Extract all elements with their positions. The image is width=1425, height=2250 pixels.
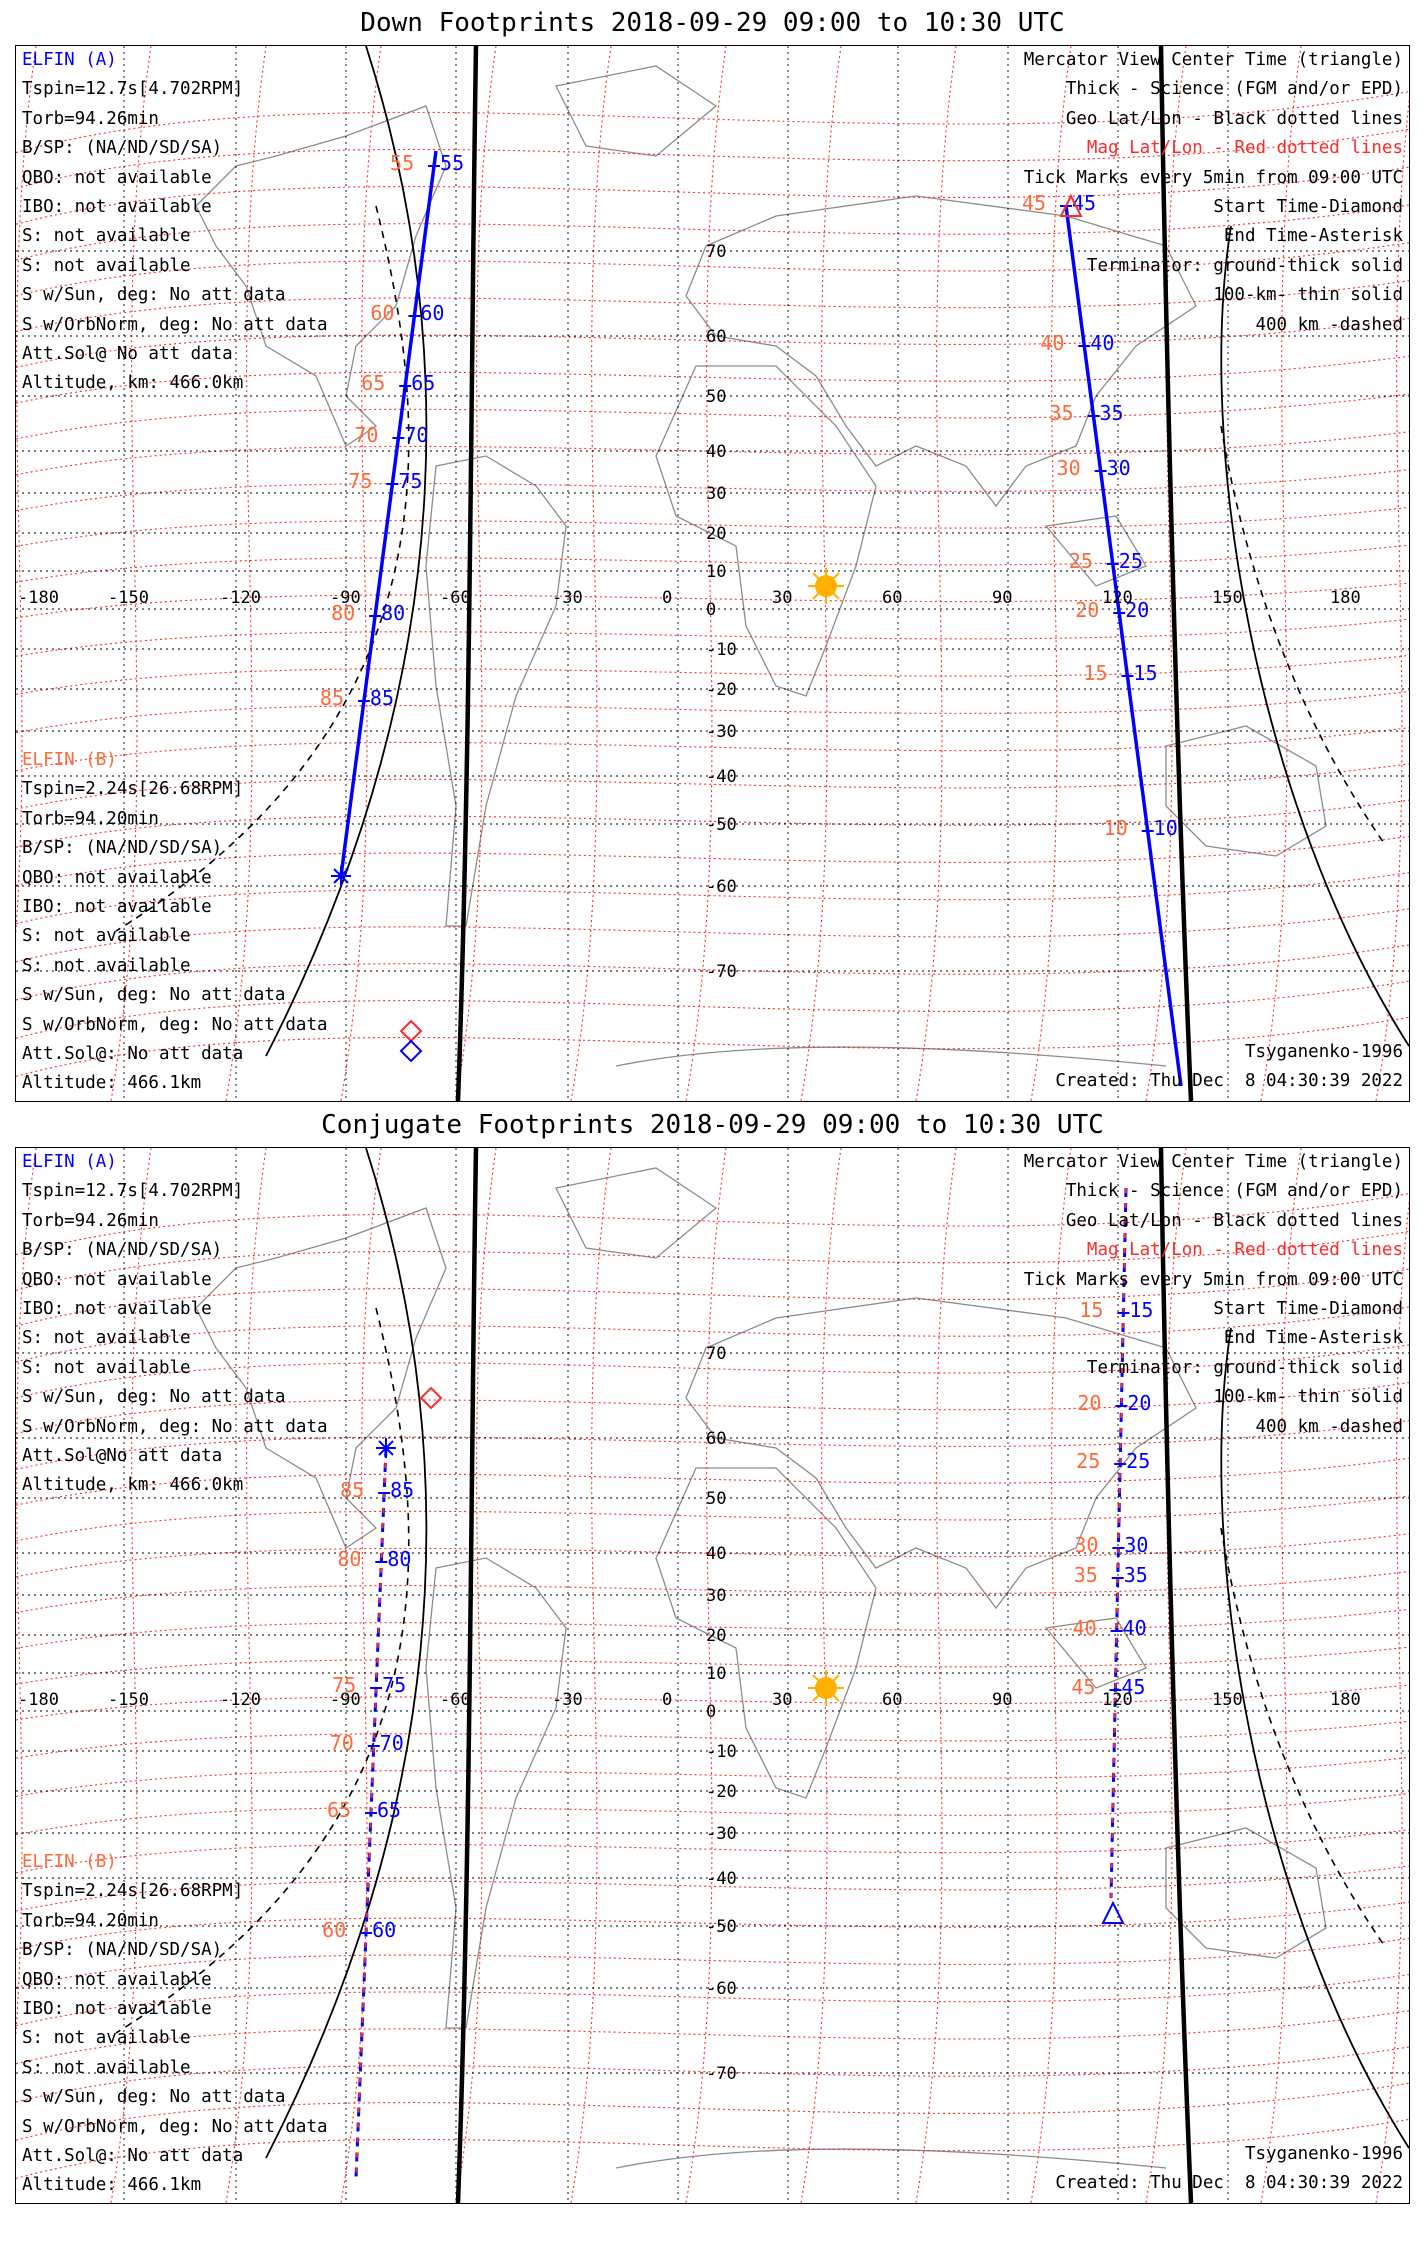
elfin-a-info-line: Tspin=12.7s[4.702RPM] bbox=[22, 79, 244, 100]
elfin-a-info-line: S: not available bbox=[22, 1328, 191, 1349]
legend-line: Mag Lat/Lon - Red dotted lines bbox=[1086, 138, 1403, 159]
lat-tick-label: 60 bbox=[706, 327, 727, 347]
track-tick-label-red: 85 bbox=[340, 1478, 365, 1502]
track-tick-label-blue: 40 bbox=[1090, 331, 1115, 355]
elfin-b-info-line: Torb=94.20min bbox=[22, 808, 159, 829]
elfin-b-name: ELFIN (B) bbox=[22, 1852, 117, 1872]
track-tick-label-red: 85 bbox=[319, 686, 345, 710]
lat-tick-label: -40 bbox=[706, 1869, 737, 1889]
track-tick-label-red: 80 bbox=[337, 1547, 362, 1571]
terminator-west-ground bbox=[458, 1148, 476, 2203]
panel-title-down: Down Footprints 2018-09-29 09:00 to 10:30 UTC bbox=[360, 8, 1065, 38]
legend-line: 100-km- thin solid bbox=[1213, 285, 1403, 306]
lon-tick-label: -120 bbox=[220, 588, 261, 608]
elfin-b-name: ELFIN (B) bbox=[22, 750, 117, 770]
legend-line: Tick Marks every 5min from 09:00 UTC bbox=[1023, 1269, 1403, 1290]
elfin-a-info-line: S: not available bbox=[22, 1357, 191, 1378]
lat-tick-label: 40 bbox=[706, 1544, 727, 1564]
lon-tick-label: -150 bbox=[108, 1690, 149, 1710]
track-tick-label-red: 65 bbox=[361, 371, 386, 395]
track-tick-label-blue: 80 bbox=[381, 601, 406, 625]
track-tick-label-red: 15 bbox=[1079, 1298, 1104, 1322]
track-tick-label-blue: 20 bbox=[1125, 598, 1150, 622]
elfin-b-info-line: QBO: not available bbox=[22, 1969, 212, 1990]
elfin-a-info-line: Altitude, km: 466.0km bbox=[22, 1475, 244, 1496]
legend-line: 400 km -dashed bbox=[1255, 1416, 1403, 1437]
created-label: Created: Thu Dec 8 04:30:39 2022 bbox=[1055, 2173, 1403, 2193]
elfin-b-info-line: Att.Sol@: No att data bbox=[22, 1044, 244, 1065]
elfin-a-info-line: Torb=94.26min bbox=[22, 108, 159, 129]
elfin-b-info-line: Torb=94.20min bbox=[22, 1910, 159, 1931]
lon-tick-label: 30 bbox=[772, 588, 793, 608]
lat-tick-label: 10 bbox=[706, 562, 727, 582]
legend-line: End Time-Asterisk bbox=[1223, 226, 1403, 247]
legend-line: Thick - Science (FGM and/or EPD) bbox=[1065, 79, 1403, 100]
elfin-b-info-line: Altitude: 466.1km bbox=[22, 2175, 202, 2196]
lon-tick-label: 180 bbox=[1330, 588, 1361, 608]
coastline-antarctica bbox=[616, 2149, 1166, 2168]
mag-meridian bbox=[801, 46, 841, 1101]
coastline bbox=[426, 456, 566, 926]
lat-tick-label: -10 bbox=[706, 1742, 737, 1762]
mag-meridian bbox=[341, 46, 381, 1101]
elfin-a-info-line: Tspin=12.7s[4.702RPM] bbox=[22, 1181, 244, 1202]
start-diamond-a bbox=[401, 1041, 421, 1061]
track-tick-label-red: 60 bbox=[370, 301, 395, 325]
track-tick-label-red: 30 bbox=[1056, 456, 1081, 480]
elfin-a-info-line: S: not available bbox=[22, 226, 191, 247]
elfin-b-info-line: S: not available bbox=[22, 955, 191, 976]
lat-tick-label: 50 bbox=[706, 387, 727, 407]
legend-line: Mercator View Center Time (triangle) bbox=[1023, 1152, 1403, 1172]
legend-block bbox=[1024, 1148, 1403, 1442]
legend-line: Terminator: ground-thick solid bbox=[1086, 1357, 1403, 1378]
elfin-a-info-line: Att.Sol@No att data bbox=[22, 1446, 223, 1467]
elfin-a-info-line: S w/OrbNorm, deg: No att data bbox=[22, 314, 328, 335]
lat-tick-label: -60 bbox=[706, 877, 737, 897]
lat-tick-label: 20 bbox=[706, 1626, 727, 1646]
track-tick-label-blue: 25 bbox=[1118, 549, 1143, 573]
elfin-a-info-line: B/SP: (NA/ND/SD/SA) bbox=[22, 1240, 223, 1261]
track-tick-label-blue: 85 bbox=[390, 1478, 415, 1502]
legend-line: Terminator: ground-thick solid bbox=[1086, 255, 1403, 276]
elfin-b-info-line: S w/OrbNorm, deg: No att data bbox=[22, 1014, 328, 1035]
lon-tick-label: 0 bbox=[662, 588, 673, 608]
lon-tick-label: 60 bbox=[882, 1690, 903, 1710]
elfin-b-info bbox=[22, 746, 328, 1099]
terminator-east-400km bbox=[1221, 1528, 1386, 1948]
elfin-a-info-line: IBO: not available bbox=[22, 1299, 212, 1320]
track-tick-label-blue: 40 bbox=[1122, 1616, 1147, 1640]
mag-meridian bbox=[916, 1148, 956, 2203]
track-tick-label-red: 60 bbox=[322, 1918, 347, 1942]
elfin-b-info-line: S w/Sun, deg: No att data bbox=[22, 2087, 286, 2108]
track-tick-label-red: 65 bbox=[327, 1798, 352, 1822]
elfin-b-info-line: S: not available bbox=[22, 2028, 191, 2049]
lon-tick-label: 90 bbox=[992, 1690, 1013, 1710]
lon-tick-label: 180 bbox=[1330, 1690, 1361, 1710]
mag-meridian bbox=[571, 1148, 611, 2203]
model-label: Tsyganenko-1996 bbox=[1244, 1042, 1403, 1062]
elfin-a-name: ELFIN (A) bbox=[22, 50, 117, 70]
sun-icon bbox=[808, 568, 844, 604]
lon-tick-label: 120 bbox=[1102, 1690, 1133, 1710]
terminator-east-100km bbox=[1221, 1328, 1409, 2148]
lat-tick-label: -10 bbox=[706, 640, 737, 660]
track-tick-label-red: 25 bbox=[1068, 549, 1093, 573]
lon-tick-label: 120 bbox=[1102, 588, 1133, 608]
track-tick-label-red: 10 bbox=[1103, 816, 1128, 840]
lon-tick-label: -180 bbox=[18, 588, 59, 608]
track-tick-label-red: 20 bbox=[1075, 598, 1100, 622]
lat-tick-label: -70 bbox=[706, 2064, 737, 2084]
lon-tick-label: 60 bbox=[882, 588, 903, 608]
track-tick-label-blue: 45 bbox=[1121, 1675, 1146, 1699]
elfin-b-info-line: Tspin=2.24s[26.68RPM] bbox=[22, 779, 244, 800]
elfin-a-info-line: S: not available bbox=[22, 255, 191, 276]
track-tick-label-red: 75 bbox=[332, 1673, 357, 1697]
elfin-a-info-line: B/SP: (NA/ND/SD/SA) bbox=[22, 138, 223, 159]
sun-icon bbox=[808, 1670, 844, 1706]
legend-line: Tick Marks every 5min from 09:00 UTC bbox=[1023, 167, 1403, 188]
track-tick-label-blue: 55 bbox=[440, 151, 465, 175]
track-tick-label-blue: 65 bbox=[411, 371, 436, 395]
lon-tick-label: 150 bbox=[1212, 588, 1243, 608]
lat-tick-label: 20 bbox=[706, 524, 727, 544]
lon-tick-label: -60 bbox=[440, 588, 471, 608]
lat-tick-label: -50 bbox=[706, 1917, 737, 1937]
elfin-b-info-line: S: not available bbox=[22, 2057, 191, 2078]
elfin-b-info-line: S: not available bbox=[22, 926, 191, 947]
lat-tick-label: 0 bbox=[706, 600, 717, 620]
map-panel-conjugate bbox=[15, 1147, 1410, 2204]
lat-tick-label: 50 bbox=[706, 1489, 727, 1509]
track-tick-label-red: 20 bbox=[1077, 1391, 1102, 1415]
track-tick-label-red: 15 bbox=[1083, 661, 1108, 685]
legend-line: Start Time-Diamond bbox=[1213, 1299, 1403, 1320]
track-tick-label-blue: 60 bbox=[420, 301, 445, 325]
track-tick-label-red: 30 bbox=[1074, 1533, 1099, 1557]
created-label: Created: Thu Dec 8 04:30:39 2022 bbox=[1055, 1071, 1403, 1091]
legend-line: Thick - Science (FGM and/or EPD) bbox=[1065, 1181, 1403, 1202]
lon-tick-label: 30 bbox=[772, 1690, 793, 1710]
track-tick-label-red: 80 bbox=[331, 601, 356, 625]
center-triangle-a bbox=[1103, 1903, 1123, 1923]
lat-tick-label: 70 bbox=[706, 242, 727, 262]
legend-line: Geo Lat/Lon - Black dotted lines bbox=[1065, 1210, 1403, 1231]
track-tick-label-blue: 70 bbox=[404, 423, 429, 447]
terminator-east-400km bbox=[1221, 426, 1386, 846]
lon-tick-label: -120 bbox=[220, 1690, 261, 1710]
track-tick-label-blue: 10 bbox=[1153, 816, 1178, 840]
panel-title-conjugate: Conjugate Footprints 2018-09-29 09:00 to 10:30 UTC bbox=[321, 1110, 1104, 1140]
mag-meridian bbox=[801, 1148, 841, 2203]
legend-line: 100-km- thin solid bbox=[1213, 1387, 1403, 1408]
track-tick-label-red: 35 bbox=[1073, 1563, 1098, 1587]
mag-meridian bbox=[916, 46, 956, 1101]
elfin-b-info-line: B/SP: (NA/ND/SD/SA) bbox=[22, 1940, 223, 1961]
track-tick-label-blue: 30 bbox=[1106, 456, 1131, 480]
lat-tick-label: -70 bbox=[706, 962, 737, 982]
track-tick-label-blue: 20 bbox=[1127, 1391, 1152, 1415]
elfin-a-info-line: S w/OrbNorm, deg: No att data bbox=[22, 1416, 328, 1437]
track-tick-label-blue: 25 bbox=[1126, 1449, 1151, 1473]
legend-line: End Time-Asterisk bbox=[1223, 1328, 1403, 1349]
elfin-b-info-line: QBO: not available bbox=[22, 867, 212, 888]
lon-tick-label: -30 bbox=[552, 588, 583, 608]
legend-block bbox=[1024, 46, 1403, 340]
track-tick-label-blue: 15 bbox=[1129, 1298, 1154, 1322]
legend-line: Geo Lat/Lon - Black dotted lines bbox=[1065, 108, 1403, 129]
coastline bbox=[426, 1558, 566, 2028]
track-tick-label-blue: 75 bbox=[398, 469, 423, 493]
track-tick-label-red: 45 bbox=[1071, 1675, 1096, 1699]
start-diamond-b bbox=[421, 1388, 441, 1408]
elfin-a-info-line: Torb=94.26min bbox=[22, 1210, 159, 1231]
legend-line: Start Time-Diamond bbox=[1213, 197, 1403, 218]
lon-tick-label: -90 bbox=[330, 1690, 361, 1710]
terminator-east-100km bbox=[1221, 226, 1409, 1046]
coastline bbox=[556, 1168, 716, 1258]
track-tick-label-red: 55 bbox=[390, 151, 415, 175]
lon-tick-label: 150 bbox=[1212, 1690, 1243, 1710]
legend-line: Mag Lat/Lon - Red dotted lines bbox=[1086, 1240, 1403, 1261]
lat-tick-label: -60 bbox=[706, 1979, 737, 1999]
legend-line: Mercator View Center Time (triangle) bbox=[1023, 50, 1403, 70]
elfin-a-info-line: S w/Sun, deg: No att data bbox=[22, 285, 286, 306]
elfin-b-info-line: Tspin=2.24s[26.68RPM] bbox=[22, 1881, 244, 1902]
lat-tick-label: -40 bbox=[706, 767, 737, 787]
coastline bbox=[556, 66, 716, 156]
elfin-a-info bbox=[22, 1148, 328, 1501]
model-label: Tsyganenko-1996 bbox=[1244, 2144, 1403, 2164]
lat-tick-label: 30 bbox=[706, 484, 727, 504]
elfin-a-name: ELFIN (A) bbox=[22, 1152, 117, 1172]
elfin-b-info-line: IBO: not available bbox=[22, 897, 212, 918]
lat-tick-label: -20 bbox=[706, 1782, 737, 1802]
elfin-a-info-line: Att.Sol@ No att data bbox=[22, 344, 233, 365]
elfin-a-info-line: Altitude, km: 466.0km bbox=[22, 373, 244, 394]
lon-tick-label: 90 bbox=[992, 588, 1013, 608]
track-tick-label-blue: 80 bbox=[387, 1547, 412, 1571]
lat-tick-label: 60 bbox=[706, 1429, 727, 1449]
elfin-a-info-line: QBO: not available bbox=[22, 167, 212, 188]
elfin-b-info-line: IBO: not available bbox=[22, 1999, 212, 2020]
lat-tick-label: 10 bbox=[706, 1664, 727, 1684]
elfin-b-info-line: Altitude: 466.1km bbox=[22, 1073, 202, 1094]
track-tick-label-red: 45 bbox=[1022, 191, 1047, 215]
elfin-a-info-line: S w/Sun, deg: No att data bbox=[22, 1387, 286, 1408]
lat-tick-label: -50 bbox=[706, 815, 737, 835]
track-tick-label-blue: 70 bbox=[379, 1731, 404, 1755]
elfin-b-info-line: S w/OrbNorm, deg: No att data bbox=[22, 2116, 328, 2137]
coastline-antarctica bbox=[616, 1047, 1166, 1066]
elfin-b-info-line: Att.Sol@: No att data bbox=[22, 2146, 244, 2167]
track-tick-label-red: 35 bbox=[1049, 401, 1074, 425]
track-tick-label-red: 75 bbox=[348, 469, 373, 493]
lat-tick-label: 0 bbox=[706, 1702, 717, 1722]
elfin-b-info-line: S w/Sun, deg: No att data bbox=[22, 985, 286, 1006]
lat-tick-label: -30 bbox=[706, 722, 737, 742]
lon-tick-label: -60 bbox=[440, 1690, 471, 1710]
track-tick-label-red: 40 bbox=[1072, 1616, 1097, 1640]
track-tick-label-blue: 15 bbox=[1133, 661, 1158, 685]
lat-tick-label: -30 bbox=[706, 1824, 737, 1844]
track-tick-label-red: 70 bbox=[354, 423, 379, 447]
track-tick-label-blue: 65 bbox=[377, 1798, 402, 1822]
lat-tick-label: -20 bbox=[706, 680, 737, 700]
elfin-a-info-line: IBO: not available bbox=[22, 197, 212, 218]
lat-tick-label: 30 bbox=[706, 1586, 727, 1606]
lat-tick-label: 70 bbox=[706, 1344, 727, 1364]
elfin-a-info bbox=[22, 46, 328, 399]
lon-tick-label: -180 bbox=[18, 1690, 59, 1710]
elfin-a-info-line: QBO: not available bbox=[22, 1269, 212, 1290]
lon-tick-label: -90 bbox=[330, 588, 361, 608]
lon-tick-label: 0 bbox=[662, 1690, 673, 1710]
terminator-west-ground bbox=[458, 46, 476, 1101]
legend-line: 400 km -dashed bbox=[1255, 314, 1403, 335]
track-tick-label-blue: 35 bbox=[1123, 1563, 1148, 1587]
track-tick-label-blue: 30 bbox=[1124, 1533, 1149, 1557]
track-tick-label-red: 40 bbox=[1040, 331, 1065, 355]
track-tick-label-blue: 35 bbox=[1099, 401, 1124, 425]
lon-tick-label: -150 bbox=[108, 588, 149, 608]
track-tick-label-red: 25 bbox=[1076, 1449, 1101, 1473]
lat-tick-label: 40 bbox=[706, 442, 727, 462]
elfin-b-info-line: B/SP: (NA/ND/SD/SA) bbox=[22, 838, 223, 859]
elfin-b-info bbox=[22, 1848, 328, 2201]
track-tick-label-red: 70 bbox=[329, 1731, 354, 1755]
track-tick-label-blue: 75 bbox=[382, 1673, 407, 1697]
lon-tick-label: -30 bbox=[552, 1690, 583, 1710]
track-tick-label-blue: 60 bbox=[372, 1918, 397, 1942]
map-panel-down bbox=[15, 45, 1410, 1102]
track-tick-label-blue: 45 bbox=[1072, 191, 1097, 215]
mag-meridian bbox=[571, 46, 611, 1101]
track-tick-label-blue: 85 bbox=[369, 686, 395, 710]
